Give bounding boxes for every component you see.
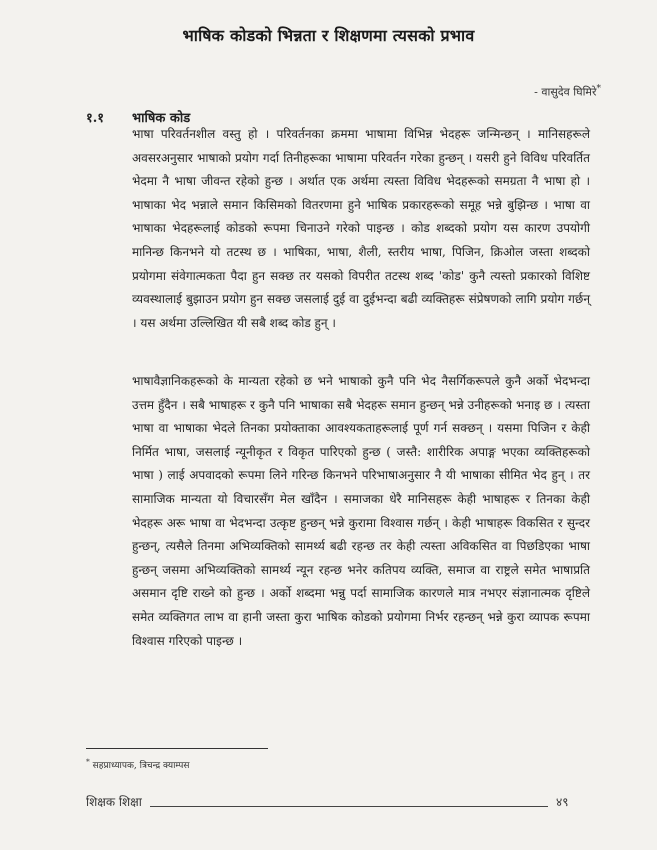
author-name: - वासुदेव घिमिरे [534, 85, 597, 99]
footnote-text: सहप्राध्यापक, त्रिचन्द्र क्याम्पस [92, 761, 190, 771]
footer-rule [150, 806, 548, 807]
page-number: ४९ [556, 795, 569, 809]
page-title: भाषिक कोडको भिन्नता र शिक्षणमा त्यसको प्रभाव [182, 26, 475, 45]
footer-journal-name: शिक्षक शिक्षा [86, 795, 142, 809]
author-footnote-marker: * [596, 84, 601, 94]
author-byline [534, 84, 601, 100]
footnote-divider [86, 748, 268, 749]
section-heading: भाषिक कोड [132, 111, 191, 126]
section-number: १.१ [86, 111, 105, 126]
body-paragraph-1: भाषा परिवर्तनशील वस्तु हो । परिवर्तनका क्रममा भाषामा विभिन्न भेदहरू जन्मिन्छन् । मानिसहरूले अवसरअनुसार भाषाको प्रयोग गर्दा तिनीहरूका भाषामा परिवर्तन गरेका हुन्छन् । यसरी हुने विविध परिवर्तित भेदमा नै भाषा जीवन्त रहेको हुन्छ । अर्थात एक अर्थमा त्यस्ता विविध भेदहरूको समग्रता नै भाषा हो । भाषाका भेद भन्नाले समान किसिमको वितरणमा हुने भाषिक प्रकारहरूको समूह भन्ने बुझिन्छ । भाषा वा भाषाका भेदहरूलाई कोडको रूपमा चिनाउने गरेको पाइन्छ । कोड शब्दको प्रयोग यस कारण उपयोगी मानिन्छ किनभने यो तटस्थ छ । भाषिका, भाषा, शैली, स्तरीय भाषा, पिजिन, क्रिओल जस्ता शब्दको प्रयोगमा संवेगात्मकता पैदा हुन सक्छ तर यसको विपरीत तटस्थ शब्द 'कोड' कुनै त्यस्तो प्रकारको विशिष्ट व्यवस्थालाई बुझाउन प्रयोग हुन सक्छ जसलाई दुई वा दुईभन्दा बढी व्यक्तिहरू संप्रेषणको लागि प्रयोग गर्छन् । यस अर्थमा उल्लिखित यी सबै शब्द कोड हुन् । [132, 127, 590, 330]
footnote-marker: * [86, 757, 90, 766]
body-paragraph-2: भाषावैज्ञानिकहरूको के मान्यता रहेको छ भने भाषाको कुनै पनि भेद नैसर्गिकरूपले कुनै अर्को भेदभन्दा उत्तम हुँदैन । सबै भाषाहरू र कुनै पनि भाषाका सबै भेदहरू समान हुन्छन् भन्ने उनीहरूको भनाइ छ । त्यस्ता भाषा वा भाषाका भेदले तिनका प्रयोक्ताका आवश्यकताहरूलाई पूर्ण गर्न सक्छन् । यसमा पिजिन र केही निर्मित भाषा, जसलाई न्यूनीकृत र विकृत पारिएको हुन्छ ( जस्तै: शारीरिक अपाङ्ग भएका व्यक्तिहरूको भाषा ) लाई अपवादको रूपमा लिने गरिन्छ किनभने परिभाषाअनुसार नै यी भाषाका सीमित भेद हुन् । तर सामाजिक मान्यता यो विचारसँग मेल खाँदैन । समाजका धेरै मानिसहरू केही भाषाहरू र तिनका केही भेदहरू अरू भाषा वा भेदभन्दा उत्कृष्ट हुन्छन् भन्ने कुरामा विश्वास गर्छन् । केही भाषाहरू विकसित र सुन्दर हुन्छन्, त्यसैले तिनमा अभिव्यक्तिको सामर्थ्य बढी रहन्छ तर केही त्यस्ता अविकसित वा पिछडिएका भाषा हुन्छन् जसमा अभिव्यक्तिको सामर्थ्य न्यून रहन्छ भनेर कतिपय व्यक्ति, समाज वा राष्ट्रले समेत भाषाप्रति असमान दृष्टि राख्ने को हुन्छ । अर्को शब्दमा भन्नु पर्दा सामाजिक कारणले मात्र नभएर संज्ञानात्मक दृष्टिले समेत व्यक्तिगत लाभ वा हानी जस्ता कुरा भाषिक कोडको प्रयोगमा निर्भर रहन्छन् भन्ने कुरा व्यापक रूपमा विश्वास गरिएको पाइन्छ । [132, 374, 590, 648]
footnote [86, 757, 190, 771]
